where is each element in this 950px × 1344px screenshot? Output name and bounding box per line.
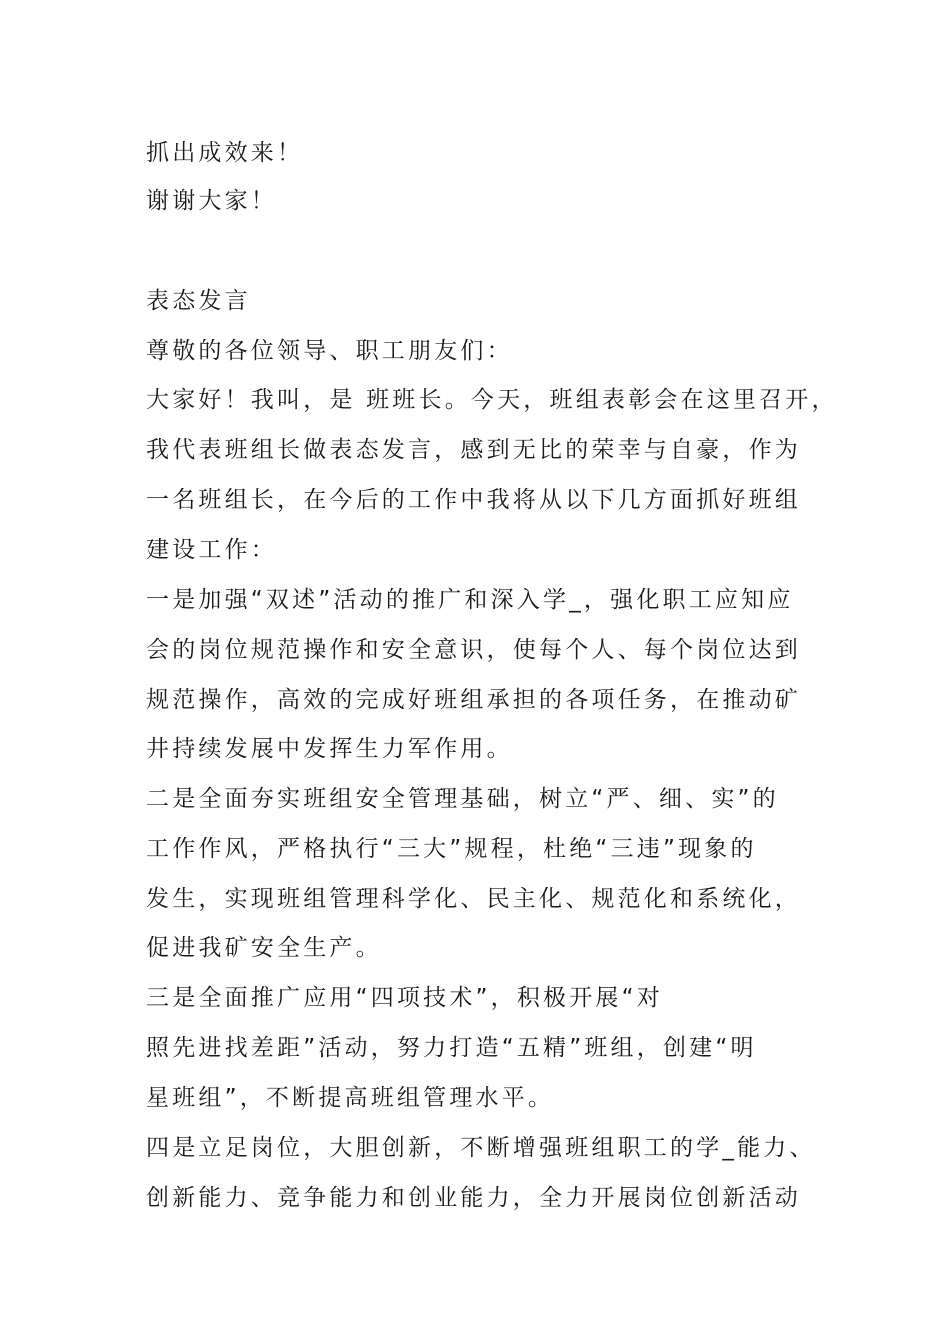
text-line: 一名班组长，在今后的工作中我将从以下几方面抓好班组 [146,487,801,513]
text-line: 规范操作，高效的完成好班组承担的各项任务，在推动矿 [146,687,801,713]
text-line: 会的岗位规范操作和安全意识，使每个人、每个岗位达到 [146,637,801,663]
text-line: 工作作风，严格执行“三大”规程，杜绝“三违”现象的 [146,836,757,862]
text-line: 照先进找差距”活动，努力打造“五精”班组，创建“明 [146,1035,757,1061]
text-line: 发生，实现班组管理科学化、民主化、规范化和系统化， [146,886,801,912]
text-line: 星班组”，不断提高班组管理水平。 [146,1085,555,1111]
text-line: 三是全面推广应用“四项技术”，积极开展“对 [146,985,663,1011]
text-line: 建设工作： [146,537,277,563]
text-line: 大家好！我叫，是 班班长。今天，班组表彰会在这里召开， [146,387,838,413]
text-line: 谢谢大家！ [146,188,277,214]
text-line: 二是全面夯实班组安全管理基础，树立“严、细、实”的 [146,786,779,812]
text-line: 井持续发展中发挥生力军作用。 [146,736,513,762]
text-line: 四是立足岗位，大胆创新，不断增强班组职工的学_能力、 [146,1135,816,1161]
section-title: 表态发言 [146,288,251,314]
salutation: 尊敬的各位领导、职工朋友们： [146,338,513,364]
text-line: 抓出成效来！ [146,140,304,166]
text-line: 促进我矿安全生产。 [146,935,382,961]
text-line: 一是加强“双述”活动的推广和深入学_，强化职工应知应 [146,587,794,613]
text-line: 创新能力、竞争能力和创业能力，全力开展岗位创新活动 [146,1185,801,1211]
text-line: 我代表班组长做表态发言，感到无比的荣幸与自豪，作为 [146,437,801,463]
